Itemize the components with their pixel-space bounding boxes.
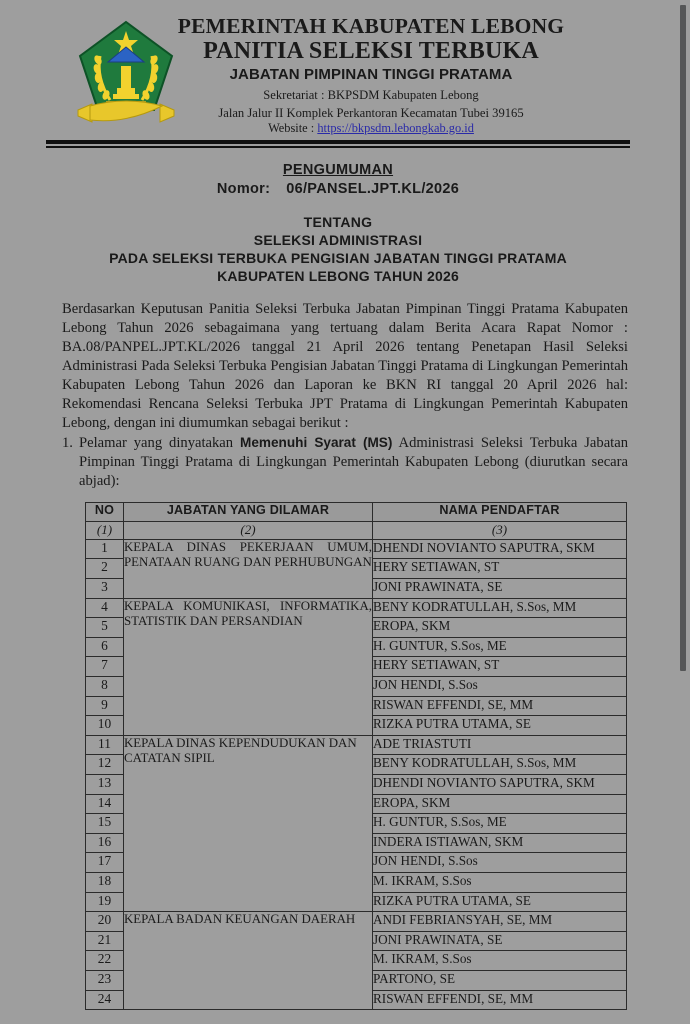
letterhead-website: [112, 121, 630, 137]
list-item-text: [79, 434, 628, 491]
cell-no: 5: [86, 618, 124, 638]
applicants-table: [85, 502, 627, 1010]
cell-applicant-name: RIZKA PUTRA UTAMA, SE: [373, 716, 627, 736]
list-item-number: 1.: [62, 434, 73, 451]
cell-no: 13: [86, 775, 124, 795]
scrollbar-thumb[interactable]: [680, 5, 686, 671]
applicants-table-wrapper: [85, 502, 626, 1010]
cell-no: 11: [86, 735, 124, 755]
lebong-regency-emblem-logo: [74, 16, 178, 128]
list-item-1: [62, 434, 628, 491]
cell-applicant-name: JON HENDI, S.Sos: [373, 853, 627, 873]
column-index-3: (3): [373, 521, 627, 539]
cell-position: KEPALA KOMUNIKASI, INFORMATIKA, STATISTIK DAN PERSANDIAN: [124, 598, 373, 735]
cell-no: 6: [86, 637, 124, 657]
column-index-2: (2): [124, 521, 373, 539]
cell-applicant-name: M. IKRAM, S.Sos: [373, 872, 627, 892]
column-index-1: (1): [86, 521, 124, 539]
table-head: [86, 502, 627, 539]
cell-no: 21: [86, 931, 124, 951]
cell-applicant-name: BENY KODRATULLAH, S.Sos, MM: [373, 598, 627, 618]
cell-applicant-name: RISWAN EFFENDI, SE, MM: [373, 696, 627, 716]
cell-no: 2: [86, 559, 124, 579]
cell-no: 7: [86, 657, 124, 677]
cell-no: 3: [86, 579, 124, 599]
cell-no: 16: [86, 833, 124, 853]
subject-line-1: SELEKSI ADMINISTRASI: [253, 231, 423, 248]
letterhead-line-2: PANITIA SELEKSI TERBUKA: [203, 38, 539, 65]
cell-no: 10: [86, 716, 124, 736]
website-label: Website :: [268, 120, 318, 135]
website-link[interactable]: https://bkpsdm.lebongkab.go.id: [317, 120, 474, 135]
cell-no: 15: [86, 814, 124, 834]
intro-paragraph: Berdasarkan Keputusan Panitia Seleksi Terbuka Jabatan Pimpinan Tinggi Pratama Kabupaten Lebong Tahun 2026 sebagaimana yang tertuang dalam Berita Acara Rapat Nomor : BA.08/PANPEL.JPT.KL/2026 tanggal 21 April 2026 tentang Penetapan Hasil Seleksi Administrasi Pada Seleksi Terbuka Pengisian Jabatan Tinggi Pratama di Lingkungan Pemerintah Kabupaten Lebong Tahun 2026 dan Laporan ke BKN RI tanggal 20 April 2026 hal: Rekomendasi Rencana Seleksi Terbuka JPT Pratama di Lingkungan Pemerintah Kabupaten Lebong, dengan ini diumumkan sebagai berikut :: [62, 300, 628, 432]
cell-applicant-name: M. IKRAM, S.Sos: [373, 951, 627, 971]
cell-applicant-name: RIZKA PUTRA UTAMA, SE: [373, 892, 627, 912]
table-header-row: [86, 502, 627, 521]
letterhead-address: Jalan Jalur II Komplek Perkantoran Kecamatan Tubei 39165: [218, 105, 524, 120]
letterhead: [0, 0, 676, 137]
cell-applicant-name: RISWAN EFFENDI, SE, MM: [373, 990, 627, 1010]
nomor-label: Nomor:: [216, 180, 271, 197]
divider-thin-line: [46, 146, 630, 148]
letterhead-line-3: JABATAN PIMPINAN TINGGI PRATAMA: [229, 65, 513, 83]
cell-applicant-name: INDERA ISTIAWAN, SKM: [373, 833, 627, 853]
subject-line-2: PADA SELEKSI TERBUKA PENGISIAN JABATAN TINGGI PRATAMA: [109, 249, 567, 266]
cell-no: 8: [86, 677, 124, 697]
cell-applicant-name: JON HENDI, S.Sos: [373, 677, 627, 697]
cell-no: 1: [86, 539, 124, 559]
cell-no: 24: [86, 990, 124, 1010]
announcement-number: [0, 181, 676, 197]
table-row: [86, 598, 627, 618]
list-item-text-before: Pelamar yang dinyatakan: [79, 434, 241, 451]
cell-applicant-name: H. GUNTUR, S.Sos, ME: [373, 637, 627, 657]
document-body: [62, 300, 628, 491]
list-item-emphasis: Memenuhi Syarat (MS): [240, 434, 393, 450]
cell-position: KEPALA BADAN KEUANGAN DAERAH: [124, 912, 373, 1010]
table-row: [86, 735, 627, 755]
cell-no: 4: [86, 598, 124, 618]
cell-applicant-name: HERY SETIAWAN, ST: [373, 657, 627, 677]
list-item-text-after: Administrasi Seleksi Terbuka Jabatan Pimpinan Tinggi Pratama di Lingkungan Pemerintah Kabupaten Lebong (diurutkan secara abjad):: [79, 434, 629, 489]
table-body: [86, 539, 627, 1009]
cell-applicant-name: EROPA, SKM: [373, 618, 627, 638]
cell-no: 18: [86, 872, 124, 892]
cell-no: 14: [86, 794, 124, 814]
column-header-position: JABATAN YANG DILAMAR: [124, 502, 373, 521]
cell-applicant-name: JONI PRAWINATA, SE: [373, 931, 627, 951]
cell-no: 22: [86, 951, 124, 971]
cell-no: 17: [86, 853, 124, 873]
nomor-value: 06/PANSEL.JPT.KL/2026: [286, 180, 460, 197]
cell-no: 19: [86, 892, 124, 912]
cell-no: 20: [86, 912, 124, 932]
subject-line-3: KABUPATEN LEBONG TAHUN 2026: [217, 267, 459, 284]
column-header-no: NO: [86, 502, 124, 521]
cell-no: 12: [86, 755, 124, 775]
page-title: PENGUMUMAN: [282, 161, 394, 178]
cell-applicant-name: EROPA, SKM: [373, 794, 627, 814]
cell-applicant-name: ADE TRIASTUTI: [373, 735, 627, 755]
cell-no: 23: [86, 970, 124, 990]
announcement-title-block: [0, 162, 676, 284]
column-header-name: NAMA PENDAFTAR: [373, 502, 627, 521]
cell-position: KEPALA DINAS PEKERJAAN UMUM, PENATAAN RUANG DAN PERHUBUNGAN: [124, 539, 373, 598]
cell-applicant-name: H. GUNTUR, S.Sos, ME: [373, 814, 627, 834]
cell-applicant-name: HERY SETIAWAN, ST: [373, 559, 627, 579]
vertical-scrollbar[interactable]: [676, 0, 690, 1024]
cell-applicant-name: BENY KODRATULLAH, S.Sos, MM: [373, 755, 627, 775]
cell-applicant-name: DHENDI NOVIANTO SAPUTRA, SKM: [373, 539, 627, 559]
header-divider: [46, 140, 630, 148]
letterhead-line-1: PEMERINTAH KABUPATEN LEBONG: [177, 14, 565, 38]
cell-position: KEPALA DINAS KEPENDUDUKAN DAN CATATAN SIPIL: [124, 735, 373, 911]
cell-applicant-name: DHENDI NOVIANTO SAPUTRA, SKM: [373, 775, 627, 795]
tentang-label: TENTANG: [303, 213, 373, 230]
table-row: [86, 539, 627, 559]
table-subheader-row: [86, 521, 627, 539]
letterhead-secretariat: Sekretariat : BKPSDM Kabupaten Lebong: [263, 87, 479, 102]
cell-applicant-name: PARTONO, SE: [373, 970, 627, 990]
letterhead-text: [112, 14, 630, 137]
cell-applicant-name: ANDI FEBRIANSYAH, SE, MM: [373, 912, 627, 932]
cell-applicant-name: JONI PRAWINATA, SE: [373, 579, 627, 599]
table-row: [86, 912, 627, 932]
cell-no: 9: [86, 696, 124, 716]
